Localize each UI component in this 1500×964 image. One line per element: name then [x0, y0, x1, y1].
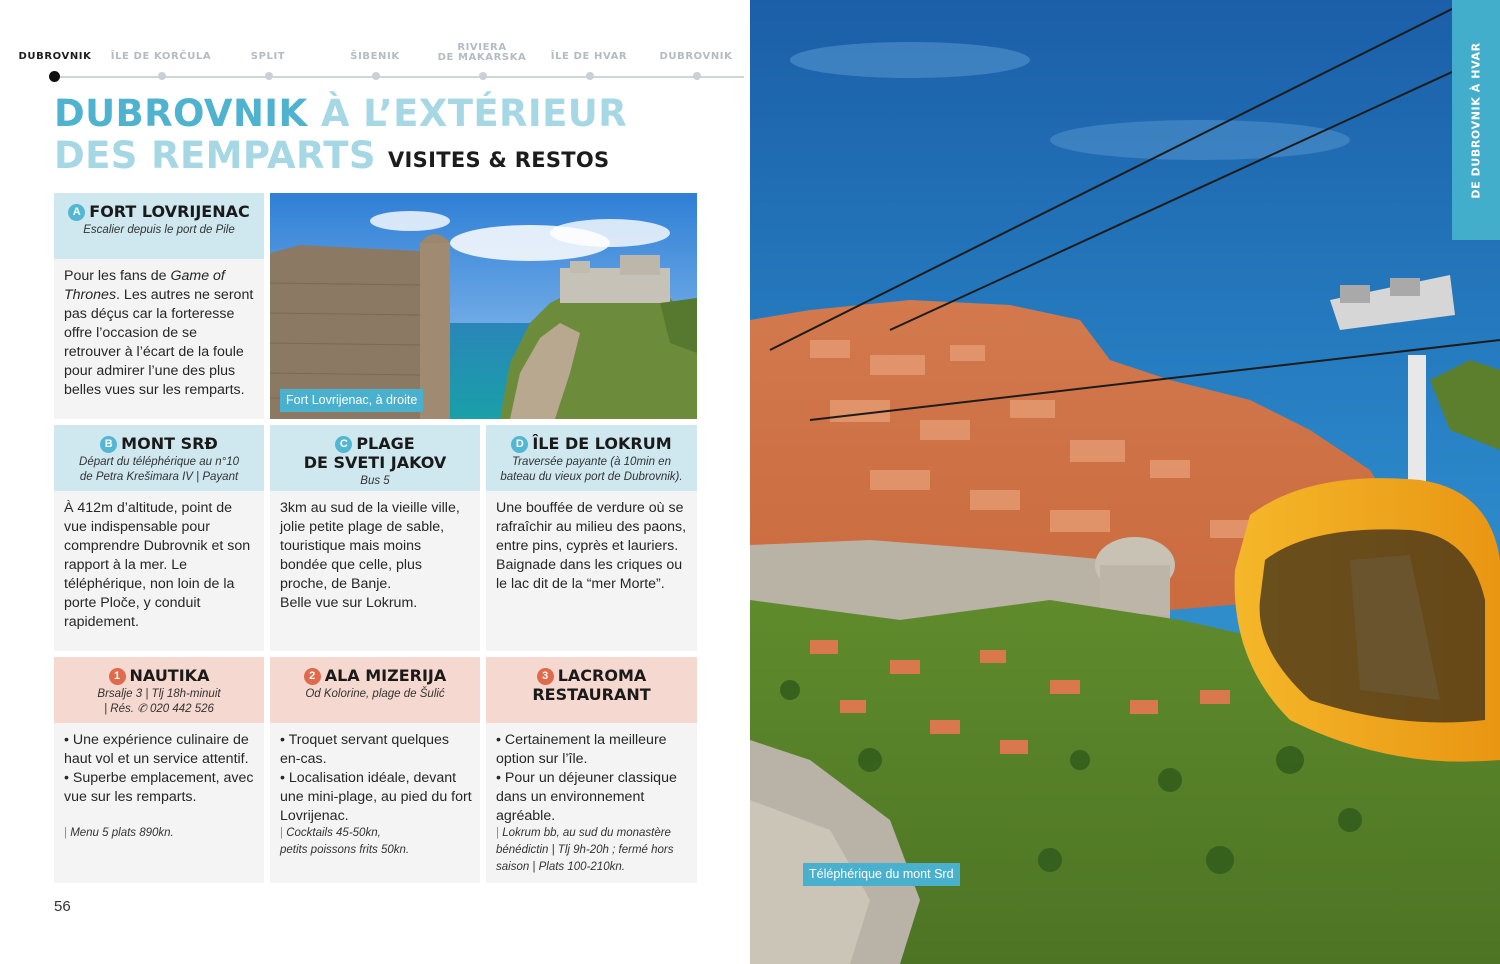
card-title [60, 434, 258, 453]
title-soft: À L’EXTÉRIEUR [320, 92, 628, 135]
card-note-line1: Cocktails 45-50kn, [286, 827, 381, 839]
card-title-text: FORT LOVRIJENAC [89, 202, 250, 221]
card-lacroma-restaurant [486, 657, 697, 883]
card-body: 3km au sud de la vieille ville, jolie petite plage de sable, touristique mais moins bondée que celle, plus proche, de Banje. Belle vue sur Lokrum. [280, 500, 460, 611]
card-subtitle-line2: de Petra Krešimara IV | Payant [79, 471, 239, 483]
card-title [60, 202, 258, 221]
nav-item-sibenik[interactable]: ŠIBENIK [350, 51, 400, 62]
nav-dot-active [49, 71, 60, 82]
card-nautika [54, 657, 264, 883]
card-title-text: MONT SRÐ [121, 434, 218, 453]
nav-item-makarska-line2: DE MAKARSKA [437, 52, 527, 63]
card-title-line2: RESTAURANT [532, 685, 651, 704]
badge-3: 3 [537, 668, 554, 685]
nav-item-korcula[interactable]: ÎLE DE KORČULA [110, 51, 212, 62]
card-note-line2: petits poissons frits 50kn. [280, 844, 410, 856]
side-tab-label-wrap [1452, 0, 1500, 240]
badge-c: C [335, 436, 352, 453]
badge-b: B [100, 436, 117, 453]
card-header [270, 425, 480, 491]
caption-cable-photo: Téléphérique du mont Srd [803, 863, 960, 886]
nav-dot [586, 72, 594, 80]
card-body: • Certainement la meilleure option sur l’île. • Pour un déjeuner classique dans un environnement agréable. [496, 732, 677, 824]
card-body: • Troquet servant quelques en-cas. • Localisation idéale, devant une mini-plage, au pied du fort Lovrijenac. [280, 732, 472, 824]
card-header [270, 657, 480, 723]
nav-item-makarska[interactable] [427, 43, 537, 63]
card-header [54, 425, 264, 491]
card-title-text: NAUTIKA [129, 666, 210, 685]
photo-fort-lovrijenac [270, 193, 697, 419]
title-strong: DUBROVNIK [54, 92, 308, 135]
badge-d: D [511, 436, 528, 453]
nav-item-makarska-line1: RIVIERA [457, 42, 507, 53]
card-note-line3: saison | Plats 100-210kn. [496, 861, 625, 873]
card-note [64, 825, 256, 842]
card-header [486, 657, 697, 723]
card-plage-sveti-jakov [270, 425, 480, 651]
card-title [276, 666, 474, 685]
page-number: 56 [54, 898, 71, 915]
card-note-line2: bénédictin | Tlj 9h-20h ; fermé hors [496, 844, 674, 856]
card-body: À 412m d’altitude, point de vue indispensable pour comprendre Dubrovnik et son rapport à la mer. Le téléphérique, non loin de la porte Ploče, y conduit rapidement. [64, 500, 251, 630]
card-note-text: Menu 5 plats 890kn. [70, 827, 174, 839]
card-header [54, 193, 264, 259]
card-title-line1: PLAGE [356, 434, 415, 453]
nav-item-split[interactable]: SPLIT [250, 51, 286, 62]
cable-car-photo [750, 0, 1500, 964]
card-body: • Une expérience culinaire de haut vol et un service attentif. • Superbe emplacement, avec vue sur les remparts. [64, 732, 254, 805]
nav-dot [479, 72, 487, 80]
card-title [492, 666, 691, 685]
card-header [486, 425, 697, 491]
card-title [60, 666, 258, 685]
note-separator: | [64, 827, 71, 839]
card-subtitle: Bus 5 [360, 475, 390, 487]
card-ile-de-lokrum [486, 425, 697, 651]
card-subtitle [492, 455, 691, 485]
card-subtitle: Escalier depuis le port de Pile [83, 224, 235, 236]
card-title-text: ALA MIZERIJA [324, 666, 447, 685]
nav-dot [693, 72, 701, 80]
card-subtitle-line1: Brsalje 3 | Tlj 18h-minuit [97, 688, 221, 700]
badge-2: 2 [304, 668, 321, 685]
card-body: Pour les fans de Game of Thrones. Les autres ne seront pas déçus car la forteresse offre l’occasion de se retrouver à l’écart de la foule pour admirer l’une des plus belles vues sur les remparts. [64, 268, 254, 398]
badge-1: 1 [109, 668, 126, 685]
card-subtitle: Od Kolorine, plage de Šulić [305, 688, 445, 700]
badge-a: A [68, 204, 85, 221]
card-note-line1: Lokrum bb, au sud du monastère [502, 827, 671, 839]
nav-dot [158, 72, 166, 80]
card-title [492, 434, 691, 453]
side-tab-label: DE DUBROVNIK À HVAR [1469, 41, 1483, 199]
card-title-text: ÎLE DE LOKRUM [532, 434, 672, 453]
note-separator: | [280, 827, 287, 839]
card-header [54, 657, 264, 723]
caption-fort-photo: Fort Lovrijenac, à droite [280, 389, 423, 412]
card-title-line2: DE SVETI JAKOV [303, 453, 447, 472]
chapter-navigation [18, 40, 738, 90]
card-title-line1: LACROMA [557, 666, 647, 685]
card-subtitle-line2: bateau du vieux port de Dubrovnik). [500, 471, 683, 483]
card-subtitle [60, 455, 258, 485]
page-subtitle: VISITES & RESTOS [388, 148, 610, 172]
card-body: Une bouffée de verdure où se rafraîchir au milieu des paons, entre pins, cyprès et lauriers. Baignade dans les criques ou le lac dit de la “mer Morte”. [496, 500, 687, 592]
nav-dot [265, 72, 273, 80]
card-ala-mizerija [270, 657, 480, 883]
card-subtitle-line2: | Rés. ✆ 020 442 526 [104, 703, 214, 715]
nav-item-hvar[interactable]: ÎLE DE HVAR [550, 51, 628, 62]
fort-photo-image [270, 193, 697, 419]
nav-item-dubrovnik[interactable]: DUBROVNIK [18, 51, 92, 62]
card-title [276, 434, 474, 453]
card-subtitle [60, 687, 258, 717]
card-mont-srd [54, 425, 264, 651]
card-note [280, 825, 472, 859]
card-subtitle-line1: Traversée payante (à 10min en [512, 456, 671, 468]
note-separator: | [496, 827, 503, 839]
title-line2: DES REMPARTS [54, 134, 376, 177]
card-note [496, 825, 689, 876]
nav-item-dubrovnik-end[interactable]: DUBROVNIK [659, 51, 733, 62]
right-page-photo [750, 0, 1500, 964]
card-subtitle-line1: Départ du téléphérique au n°10 [79, 456, 239, 468]
card-fort-lovrijenac [54, 193, 264, 419]
nav-dot [372, 72, 380, 80]
